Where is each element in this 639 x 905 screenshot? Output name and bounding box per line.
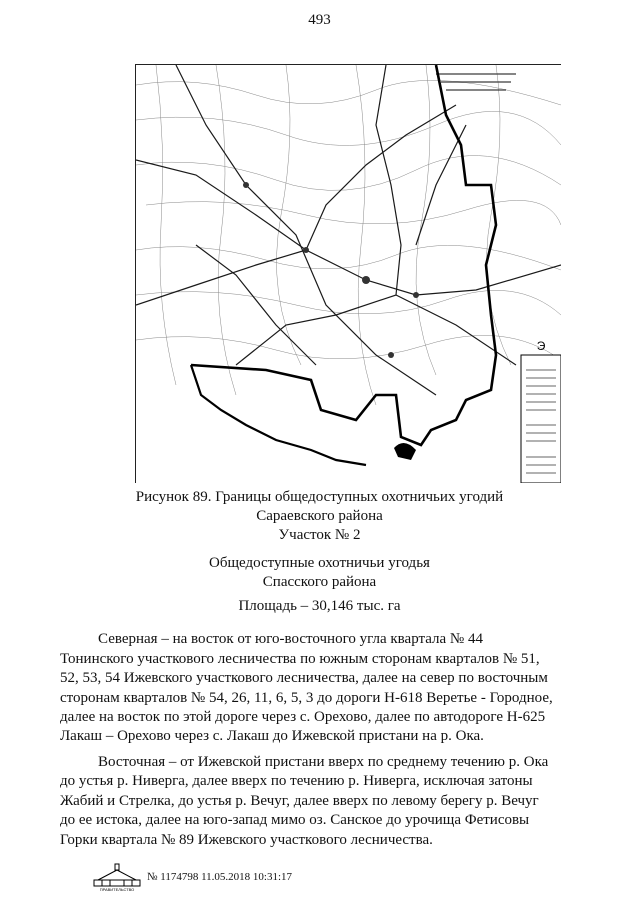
text-line: до устья р. Ниверга, далее вверх по течению р. Ниверга, исключая затоны [60, 773, 533, 789]
document-footer [92, 862, 572, 896]
legend-letter: Э [536, 339, 546, 353]
text-line: Тонинского участкового лесничества по южным сторонам кварталов № 51, [60, 651, 540, 667]
section-area: Площадь – 30,146 тыс. га [238, 598, 401, 614]
map-graphic [136, 65, 561, 483]
figure-caption-line1: Рисунок 89. Границы общедоступных охотничьих угодий [135, 489, 504, 505]
hunting-grounds-map [135, 64, 561, 483]
text-line: далее на восток по этой дороге через с. Орехово, далее по автодороге Н-625 [60, 709, 546, 725]
section-title-line2: Спасского района [262, 574, 377, 590]
section-title-line1: Общедоступные охотничьи угодья [209, 555, 430, 571]
text-line: Жабий и Стрелка, до устья р. Вечуг, далее вверх по левому берегу р. Вечуг [60, 793, 539, 809]
text-line: сторонам кварталов № 54, 26, 11, 6, 5, 3 до дороги Н-618 Веретье - Городное, [60, 690, 553, 706]
document-stamp: № 1174798 11.05.2018 10:31:17 [147, 871, 293, 883]
text-line: Северная – на восток от юго-восточного угла квартала № 44 [98, 631, 483, 647]
page-number: 493 [308, 12, 331, 28]
logo-caption: ПРАВИТЕЛЬСТВО [99, 887, 135, 892]
figure-caption-line2: Сараевского района [256, 508, 383, 524]
text-line: 52, 53, 54 Ижевского участкового лесничества, далее на север по восточным [60, 670, 548, 686]
text-line: до ее истока, далее на юго-запад мимо оз. Санское до урочища Фетисовы [60, 812, 530, 828]
text-line: Восточная – от Ижевской пристани вверх по среднему течению р. Ока [98, 754, 549, 770]
figure-caption-line3: Участок № 2 [278, 527, 361, 543]
text-line: Лакаш – Орехово через с. Лакаш до Ижевской пристани на р. Ока. [60, 728, 484, 744]
government-building-icon [92, 862, 142, 892]
text-line: Горки квартала № 89 Ижевского участкового лесничества. [60, 832, 433, 848]
